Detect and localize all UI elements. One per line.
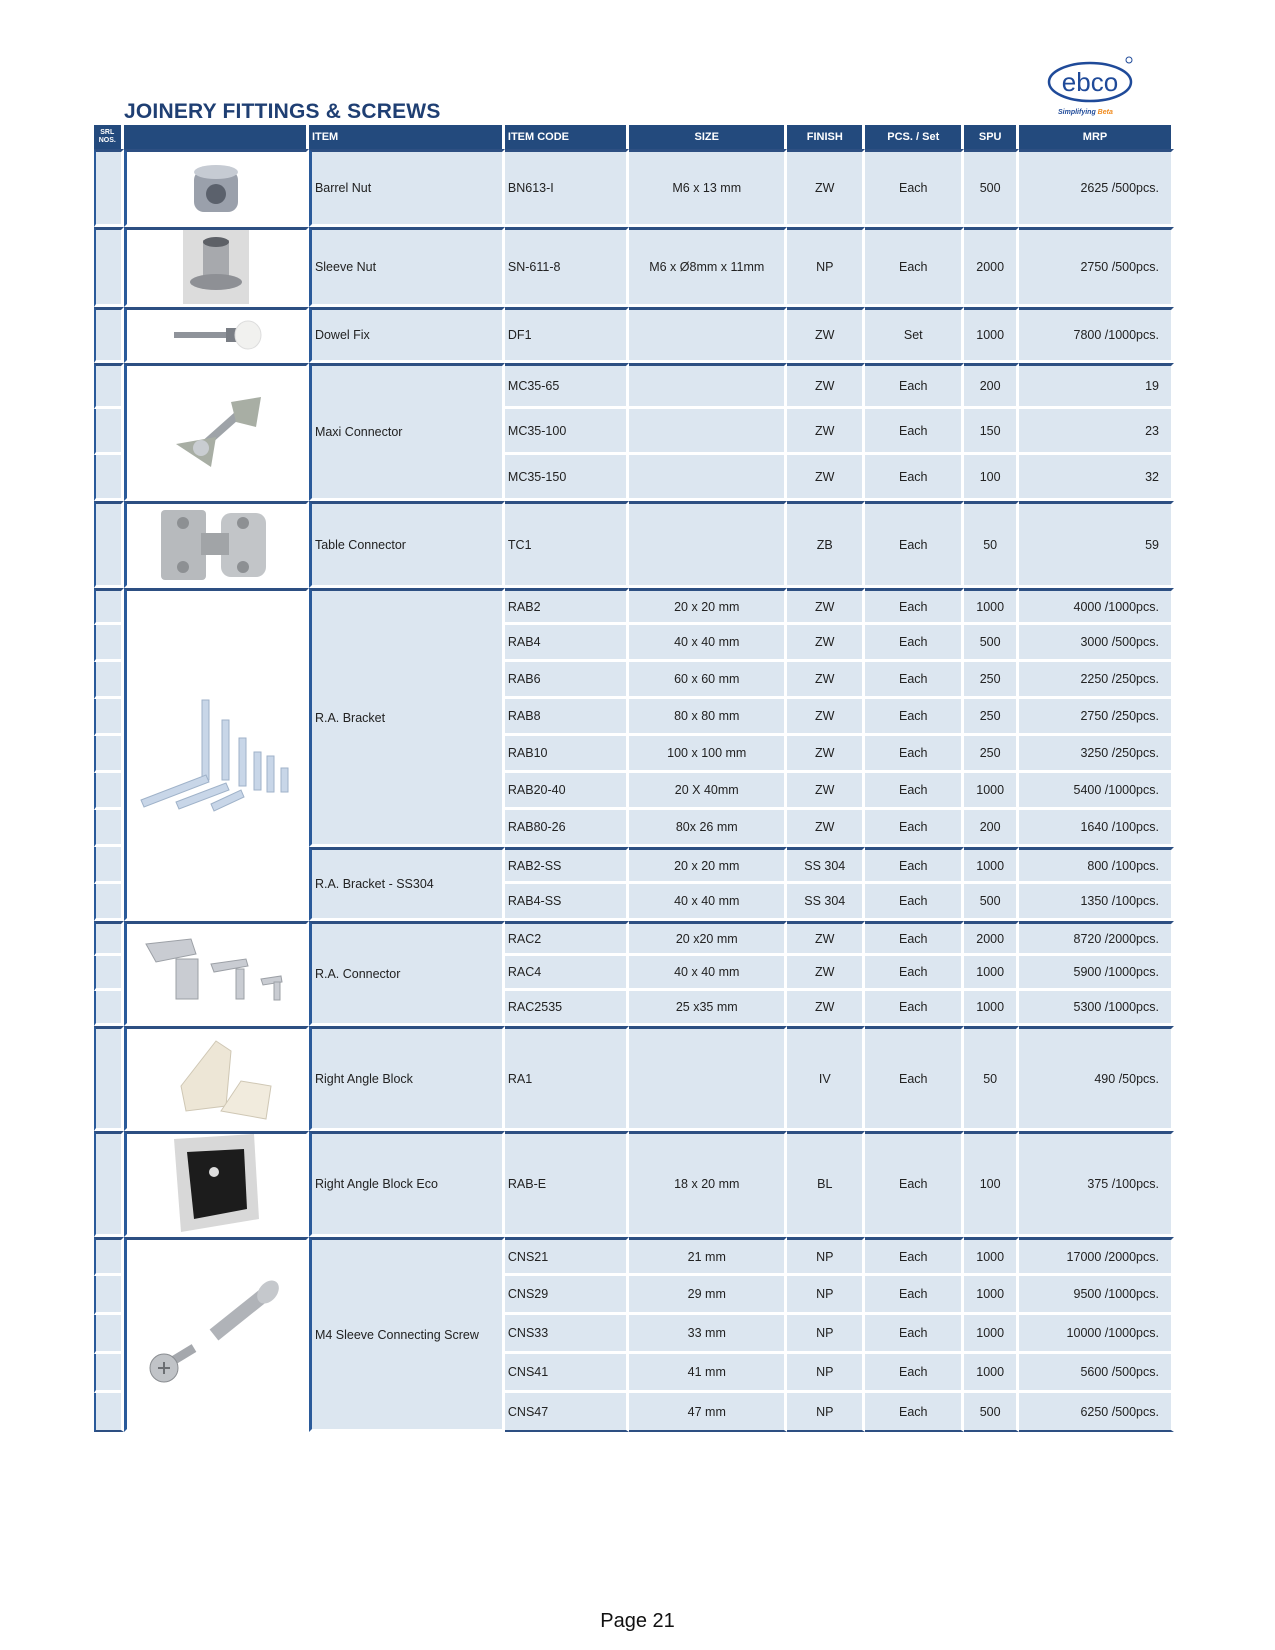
item-pcs: Each <box>865 1354 964 1393</box>
item-finish: ZW <box>787 773 865 810</box>
item-size: 80x 26 mm <box>629 810 787 847</box>
item-mrp: 9500 /1000pcs. <box>1019 1276 1174 1315</box>
table-row <box>94 588 1174 625</box>
serial-cell <box>94 409 124 455</box>
item-mrp: 800 /100pcs. <box>1019 847 1174 884</box>
item-pcs: Each <box>865 810 964 847</box>
item-finish: ZW <box>787 991 865 1026</box>
item-pcs: Each <box>865 991 964 1026</box>
product-image-cell <box>124 149 309 227</box>
item-finish: NP <box>787 1237 865 1276</box>
item-finish: NP <box>787 1393 865 1432</box>
product-table <box>94 125 1174 1432</box>
item-pcs: Each <box>865 588 964 625</box>
item-finish: ZW <box>787 455 865 501</box>
item-code: RAB6 <box>505 662 629 699</box>
item-pcs: Set <box>865 307 964 363</box>
item-pcs: Each <box>865 1276 964 1315</box>
product-image-cell <box>124 1131 309 1237</box>
item-pcs: Each <box>865 227 964 307</box>
tagline-accent: Beta <box>1097 109 1113 116</box>
item-finish: NP <box>787 227 865 307</box>
item-size: 33 mm <box>629 1315 787 1354</box>
item-code: RAB2 <box>505 588 629 625</box>
header-pcs: PCS. / Set <box>865 125 964 149</box>
serial-cell <box>94 773 124 810</box>
brand-tagline <box>1058 109 1113 116</box>
item-mrp: 5300 /1000pcs. <box>1019 991 1174 1026</box>
item-code: RAB80-26 <box>505 810 629 847</box>
serial-cell <box>94 884 124 921</box>
item-mrp: 3000 /500pcs. <box>1019 625 1174 662</box>
item-code: BN613-I <box>505 149 629 227</box>
item-size: M6 x 13 mm <box>629 149 787 227</box>
dowel-fix-image <box>127 317 306 353</box>
item-pcs: Each <box>865 773 964 810</box>
item-mrp: 4000 /1000pcs. <box>1019 588 1174 625</box>
sleeve-nut-image <box>127 230 306 304</box>
page-title: JOINERY FITTINGS & SCREWS <box>124 100 441 123</box>
serial-cell <box>94 810 124 847</box>
item-pcs: Each <box>865 1237 964 1276</box>
serial-cell <box>94 588 124 625</box>
item-code: MC35-100 <box>505 409 629 455</box>
serial-cell <box>94 956 124 991</box>
table-row <box>94 1131 1174 1237</box>
item-spu: 1000 <box>964 847 1019 884</box>
header-spu: SPU <box>964 125 1019 149</box>
item-finish: ZW <box>787 921 865 956</box>
item-name: Dowel Fix <box>309 307 505 363</box>
brand-name: ebco <box>1061 67 1119 97</box>
table-row <box>94 1237 1174 1276</box>
item-spu: 1000 <box>964 588 1019 625</box>
item-mrp: 2750 /500pcs. <box>1019 227 1174 307</box>
serial-cell <box>94 1276 124 1315</box>
barrel-nut-image <box>127 158 306 218</box>
item-size: 60 x 60 mm <box>629 662 787 699</box>
serial-cell <box>94 363 124 409</box>
serial-cell <box>94 149 124 227</box>
serial-cell <box>94 625 124 662</box>
item-code: CNS21 <box>505 1237 629 1276</box>
item-spu: 150 <box>964 409 1019 455</box>
item-mrp: 5400 /1000pcs. <box>1019 773 1174 810</box>
item-mrp: 6250 /500pcs. <box>1019 1393 1174 1432</box>
item-code: RAC4 <box>505 956 629 991</box>
header-item: ITEM <box>309 125 505 149</box>
item-spu: 1000 <box>964 956 1019 991</box>
header-size: SIZE <box>629 125 787 149</box>
item-size: 18 x 20 mm <box>629 1131 787 1237</box>
item-code: SN-611-8 <box>505 227 629 307</box>
item-code: MC35-150 <box>505 455 629 501</box>
serial-cell <box>94 1393 124 1432</box>
item-finish: BL <box>787 1131 865 1237</box>
item-pcs: Each <box>865 736 964 773</box>
serial-cell <box>94 1131 124 1237</box>
item-spu: 1000 <box>964 1315 1019 1354</box>
item-name: Sleeve Nut <box>309 227 505 307</box>
item-size: 25 x35 mm <box>629 991 787 1026</box>
item-pcs: Each <box>865 149 964 227</box>
item-finish: ZW <box>787 736 865 773</box>
table-row <box>94 501 1174 588</box>
item-size: 20 X 40mm <box>629 773 787 810</box>
item-finish: ZW <box>787 662 865 699</box>
item-size <box>629 363 787 409</box>
item-name: Barrel Nut <box>309 149 505 227</box>
item-spu: 500 <box>964 1393 1019 1432</box>
serial-cell <box>94 699 124 736</box>
item-spu: 500 <box>964 149 1019 227</box>
item-name: Table Connector <box>309 501 505 588</box>
item-size: 21 mm <box>629 1237 787 1276</box>
item-pcs: Each <box>865 455 964 501</box>
item-size <box>629 501 787 588</box>
sleeve-connecting-screw-image <box>127 1280 306 1390</box>
item-spu: 2000 <box>964 227 1019 307</box>
item-size: 20 x 20 mm <box>629 847 787 884</box>
item-finish: ZW <box>787 307 865 363</box>
item-pcs: Each <box>865 956 964 991</box>
item-spu: 250 <box>964 736 1019 773</box>
item-mrp: 5900 /1000pcs. <box>1019 956 1174 991</box>
table-header <box>94 125 1174 149</box>
item-mrp: 375 /100pcs. <box>1019 1131 1174 1237</box>
item-spu: 100 <box>964 455 1019 501</box>
item-size: 40 x 40 mm <box>629 625 787 662</box>
item-size: 20 x20 mm <box>629 921 787 956</box>
item-code: RAC2535 <box>505 991 629 1026</box>
serial-cell <box>94 227 124 307</box>
serial-cell <box>94 307 124 363</box>
item-name: Maxi Connector <box>309 363 505 501</box>
item-code: RAB8 <box>505 699 629 736</box>
serial-cell <box>94 991 124 1026</box>
item-spu: 50 <box>964 501 1019 588</box>
item-mrp: 1350 /100pcs. <box>1019 884 1174 921</box>
item-finish: NP <box>787 1354 865 1393</box>
product-image-cell <box>124 363 309 501</box>
item-spu: 1000 <box>964 1237 1019 1276</box>
item-finish: SS 304 <box>787 884 865 921</box>
item-spu: 2000 <box>964 921 1019 956</box>
table-row <box>94 921 1174 956</box>
item-spu: 500 <box>964 884 1019 921</box>
item-finish: ZW <box>787 588 865 625</box>
item-pcs: Each <box>865 1315 964 1354</box>
page-number: Page 21 <box>600 1610 675 1632</box>
item-spu: 250 <box>964 699 1019 736</box>
item-mrp: 23 <box>1019 409 1174 455</box>
item-code: RAB-E <box>505 1131 629 1237</box>
item-mrp: 2625 /500pcs. <box>1019 149 1174 227</box>
item-code: RAB4 <box>505 625 629 662</box>
item-code: TC1 <box>505 501 629 588</box>
item-pcs: Each <box>865 921 964 956</box>
item-name: Right Angle Block <box>309 1026 505 1131</box>
item-name: M4 Sleeve Connecting Screw <box>309 1237 505 1432</box>
item-size: 100 x 100 mm <box>629 736 787 773</box>
item-code: RAB20-40 <box>505 773 629 810</box>
item-mrp: 17000 /2000pcs. <box>1019 1237 1174 1276</box>
item-size: 29 mm <box>629 1276 787 1315</box>
item-code: RAC2 <box>505 921 629 956</box>
item-code: MC35-65 <box>505 363 629 409</box>
item-pcs: Each <box>865 1393 964 1432</box>
table-connector-image <box>127 505 306 585</box>
item-size: 40 x 40 mm <box>629 956 787 991</box>
product-image-cell <box>124 227 309 307</box>
item-code: RAB10 <box>505 736 629 773</box>
item-mrp: 7800 /1000pcs. <box>1019 307 1174 363</box>
item-pcs: Each <box>865 409 964 455</box>
serial-cell <box>94 921 124 956</box>
item-size <box>629 409 787 455</box>
item-size <box>629 307 787 363</box>
product-image-cell <box>124 501 309 588</box>
item-name: R.A. Bracket <box>309 588 505 847</box>
item-pcs: Each <box>865 625 964 662</box>
item-finish: ZW <box>787 956 865 991</box>
right-angle-block-eco-image <box>127 1134 306 1234</box>
item-finish: SS 304 <box>787 847 865 884</box>
ebco-logo-icon <box>1045 55 1140 110</box>
item-mrp: 8720 /2000pcs. <box>1019 921 1174 956</box>
product-image-cell <box>124 921 309 1026</box>
tagline-text: Simplifying <box>1058 109 1098 116</box>
product-image-cell <box>124 307 309 363</box>
header-image <box>124 125 309 149</box>
item-code: RAB4-SS <box>505 884 629 921</box>
item-finish: NP <box>787 1276 865 1315</box>
serial-cell <box>94 1315 124 1354</box>
header-srl: SRL NOS. <box>94 125 124 149</box>
item-mrp: 59 <box>1019 501 1174 588</box>
table-row <box>94 307 1174 363</box>
item-pcs: Each <box>865 699 964 736</box>
item-code: CNS29 <box>505 1276 629 1315</box>
header-mrp: MRP <box>1019 125 1174 149</box>
item-size: 41 mm <box>629 1354 787 1393</box>
item-size: 80 x 80 mm <box>629 699 787 736</box>
item-finish: ZW <box>787 409 865 455</box>
item-size <box>629 455 787 501</box>
item-mrp: 5600 /500pcs. <box>1019 1354 1174 1393</box>
item-spu: 1000 <box>964 307 1019 363</box>
item-size: 20 x 20 mm <box>629 588 787 625</box>
product-image-cell <box>124 1237 309 1432</box>
table-row <box>94 149 1174 227</box>
item-name: R.A. Bracket - SS304 <box>309 847 505 921</box>
item-mrp: 2750 /250pcs. <box>1019 699 1174 736</box>
item-size: M6 x Ø8mm x 11mm <box>629 227 787 307</box>
item-spu: 250 <box>964 662 1019 699</box>
serial-cell <box>94 1237 124 1276</box>
table-row <box>94 363 1174 409</box>
item-mrp: 490 /50pcs. <box>1019 1026 1174 1131</box>
serial-cell <box>94 662 124 699</box>
serial-cell <box>94 736 124 773</box>
item-size: 40 x 40 mm <box>629 884 787 921</box>
item-finish: ZW <box>787 810 865 847</box>
item-mrp: 19 <box>1019 363 1174 409</box>
item-pcs: Each <box>865 501 964 588</box>
item-pcs: Each <box>865 847 964 884</box>
header-finish: FINISH <box>787 125 865 149</box>
item-mrp: 2250 /250pcs. <box>1019 662 1174 699</box>
item-mrp: 3250 /250pcs. <box>1019 736 1174 773</box>
right-angle-block-image <box>127 1031 306 1126</box>
ra-connector-image <box>127 934 306 1014</box>
item-finish: ZB <box>787 501 865 588</box>
item-spu: 50 <box>964 1026 1019 1131</box>
item-spu: 200 <box>964 810 1019 847</box>
serial-cell <box>94 1026 124 1131</box>
serial-cell <box>94 501 124 588</box>
item-code: CNS41 <box>505 1354 629 1393</box>
item-finish: ZW <box>787 149 865 227</box>
item-pcs: Each <box>865 884 964 921</box>
item-spu: 1000 <box>964 991 1019 1026</box>
item-finish: ZW <box>787 363 865 409</box>
item-mrp: 10000 /1000pcs. <box>1019 1315 1174 1354</box>
item-spu: 500 <box>964 625 1019 662</box>
ra-bracket-image <box>127 690 306 820</box>
maxi-connector-image <box>127 382 306 482</box>
item-size: 47 mm <box>629 1393 787 1432</box>
item-pcs: Each <box>865 363 964 409</box>
item-code: DF1 <box>505 307 629 363</box>
item-mrp: 32 <box>1019 455 1174 501</box>
table-row <box>94 227 1174 307</box>
serial-cell <box>94 455 124 501</box>
item-mrp: 1640 /100pcs. <box>1019 810 1174 847</box>
item-spu: 100 <box>964 1131 1019 1237</box>
item-finish: IV <box>787 1026 865 1131</box>
item-spu: 1000 <box>964 773 1019 810</box>
item-pcs: Each <box>865 1026 964 1131</box>
item-code: CNS47 <box>505 1393 629 1432</box>
item-spu: 1000 <box>964 1276 1019 1315</box>
item-pcs: Each <box>865 1131 964 1237</box>
item-size <box>629 1026 787 1131</box>
table-row <box>94 1026 1174 1131</box>
header-item-code: ITEM CODE <box>505 125 629 149</box>
serial-cell <box>94 847 124 884</box>
item-pcs: Each <box>865 662 964 699</box>
item-code: CNS33 <box>505 1315 629 1354</box>
item-finish: ZW <box>787 699 865 736</box>
product-image-cell <box>124 588 309 921</box>
serial-cell <box>94 1354 124 1393</box>
item-name: Right Angle Block Eco <box>309 1131 505 1237</box>
item-code: RA1 <box>505 1026 629 1131</box>
item-finish: ZW <box>787 625 865 662</box>
item-code: RAB2-SS <box>505 847 629 884</box>
item-name: R.A. Connector <box>309 921 505 1026</box>
item-spu: 1000 <box>964 1354 1019 1393</box>
item-spu: 200 <box>964 363 1019 409</box>
product-image-cell <box>124 1026 309 1131</box>
item-finish: NP <box>787 1315 865 1354</box>
